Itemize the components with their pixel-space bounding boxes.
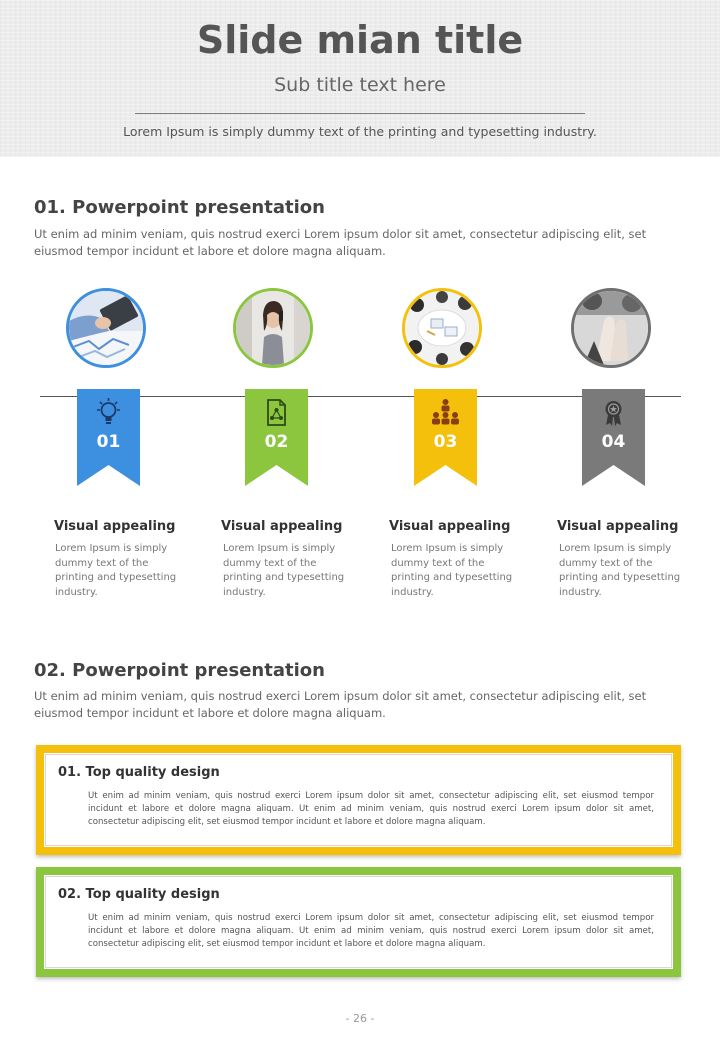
step3-number: 03 bbox=[433, 432, 458, 452]
step4-number: 04 bbox=[601, 432, 626, 452]
header-description: Lorem Ipsum is simply dummy text of the printing and typesetting industry. bbox=[123, 124, 597, 139]
quality-box-2-text: Ut enim ad minim veniam, quis nostrud exerci Lorem ipsum dolor sit amet, consectetur adipiscing elit, set eiusmod tempor incidunt et labore et dolore magna aliquam. Ut enim ad minim veniam, quis nostrud exerci Lorem ipsum dolor sit amet, consectetur adipiscing elit, set eiusmod tempor incidunt et labore et dolore magna aliquam. bbox=[88, 913, 654, 949]
section1-title: 01. Powerpoint presentation bbox=[34, 197, 325, 218]
team-meeting-photo bbox=[405, 291, 479, 365]
step3-photo bbox=[402, 288, 482, 368]
step4-photo bbox=[571, 288, 651, 368]
quality-box-2 bbox=[36, 867, 681, 977]
quality-box-1-text: Ut enim ad minim veniam, quis nostrud exerci Lorem ipsum dolor sit amet, consectetur adipiscing elit, set eiusmod tempor incidunt et labore et dolore magna aliquam. Ut enim ad minim veniam, quis nostrud exerci Lorem ipsum dolor sit amet, consectetur adipiscing elit, set eiusmod tempor incidunt et labore et dolore magna aliquam. bbox=[88, 791, 654, 827]
section1-body: Ut enim ad minim veniam, quis nostrud exerci Lorem ipsum dolor sit amet, consectetur adipiscing elit, set eiusmod tempor incidunt et labore et dolore magna aliquam. bbox=[34, 227, 647, 258]
award-badge-icon bbox=[598, 397, 629, 428]
clapping-hands-photo bbox=[574, 291, 648, 365]
step1-flag bbox=[77, 389, 140, 486]
page-title: Slide mian title bbox=[196, 18, 524, 62]
quality-box-2-title: 02. Top quality design bbox=[58, 887, 220, 902]
team-hierarchy-icon bbox=[430, 397, 461, 428]
quality-box-1-title: 01. Top quality design bbox=[58, 765, 220, 780]
woman-phone-photo bbox=[236, 291, 310, 365]
step3-text: Lorem Ipsum is simply dummy text of the printing and typesetting industry. bbox=[391, 543, 513, 598]
business-tablet-photo bbox=[69, 291, 143, 365]
step1-text: Lorem Ipsum is simply dummy text of the printing and typesetting industry. bbox=[55, 543, 177, 598]
step1-number: 01 bbox=[96, 432, 121, 452]
step2-number: 02 bbox=[264, 432, 289, 452]
step2-flag bbox=[245, 389, 308, 486]
step1-title: Visual appealing bbox=[54, 519, 176, 534]
quality-box-1 bbox=[36, 745, 681, 855]
step4-flag bbox=[582, 389, 645, 486]
step2-photo bbox=[233, 288, 313, 368]
page-subtitle: Sub title text here bbox=[274, 74, 446, 96]
page-number: - 26 - bbox=[345, 1012, 375, 1025]
step4-text: Lorem Ipsum is simply dummy text of the printing and typesetting industry. bbox=[559, 543, 681, 598]
step2-title: Visual appealing bbox=[221, 519, 343, 534]
step2-text: Lorem Ipsum is simply dummy text of the printing and typesetting industry. bbox=[223, 543, 345, 598]
step1-photo bbox=[66, 288, 146, 368]
step4-title: Visual appealing bbox=[557, 519, 679, 534]
lightbulb-icon bbox=[93, 397, 124, 428]
header-banner bbox=[0, 0, 720, 157]
document-network-icon bbox=[261, 397, 292, 428]
section2-body: Ut enim ad minim veniam, quis nostrud exerci Lorem ipsum dolor sit amet, consectetur adipiscing elit, set eiusmod tempor incidunt et labore et dolore magna aliquam. bbox=[34, 689, 647, 720]
header-divider bbox=[135, 113, 585, 114]
section2-title: 02. Powerpoint presentation bbox=[34, 660, 325, 681]
step3-title: Visual appealing bbox=[389, 519, 511, 534]
step3-flag bbox=[414, 389, 477, 486]
